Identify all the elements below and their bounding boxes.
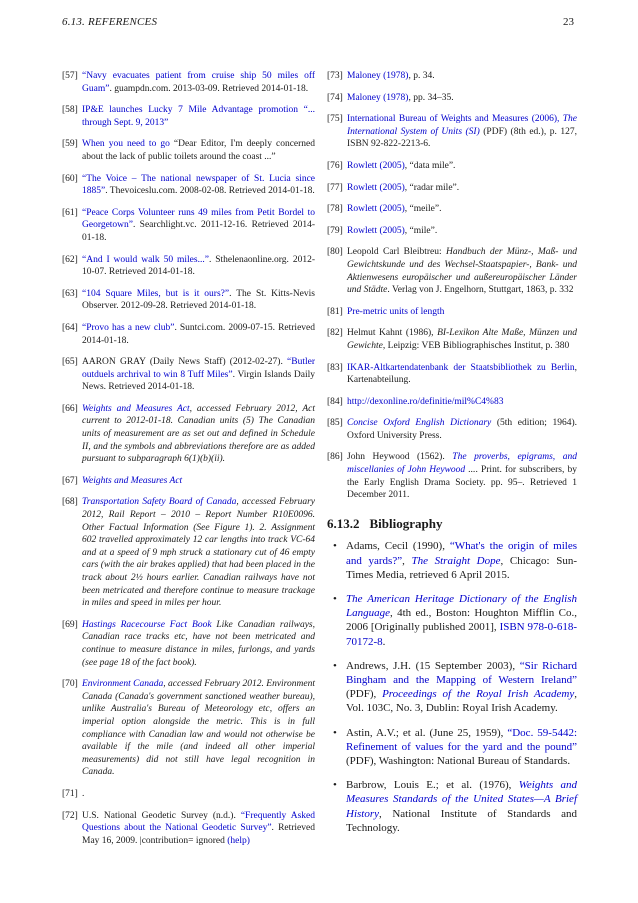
bullet-icon: • bbox=[333, 726, 337, 739]
reference-number: [77] bbox=[327, 182, 343, 193]
reference-number: [71] bbox=[62, 788, 78, 799]
reference-text: , Chicago: Sun-Times Media, retrieved 6 April 2015. bbox=[346, 554, 578, 581]
bibliography-heading-number: 6.13.2 bbox=[327, 515, 360, 531]
reference-number: [62] bbox=[62, 254, 78, 265]
reference-link[interactable]: IP&E launches Lucky 7 Mile Advantage promotion “... through Sept. 9, 2013” bbox=[82, 105, 315, 128]
reference-text: , National Institute of Standards and Technology. bbox=[346, 807, 577, 834]
bibliography-item bbox=[327, 539, 577, 582]
reference-link[interactable]: The Straight Dope bbox=[411, 554, 501, 567]
reference-entry bbox=[327, 327, 577, 352]
reference-text: Barbrow, Louis E.; et al. (1976), bbox=[346, 779, 519, 792]
bullet-icon: • bbox=[333, 593, 337, 606]
bibliography-list bbox=[327, 539, 577, 835]
reference-text: Adams, Cecil (1990), bbox=[346, 540, 450, 553]
reference-text: , “mile”. bbox=[404, 225, 438, 236]
reference-entry bbox=[327, 203, 577, 216]
reference-link[interactable]: Environment Canada bbox=[82, 679, 164, 690]
bullet-icon: • bbox=[333, 779, 337, 792]
reference-body bbox=[347, 92, 577, 105]
reference-number: [85] bbox=[327, 418, 343, 429]
reference-link[interactable]: Weights and Measures Standards of the United States—A Brief History bbox=[346, 779, 578, 820]
reference-text: , “meile”. bbox=[404, 204, 442, 215]
reference-text: , 4th ed., Boston: Houghton Mifflin Co., 2006 [Originally published 2001], bbox=[346, 607, 577, 634]
reference-link[interactable]: “And I would walk 50 miles...” bbox=[82, 254, 209, 265]
reference-link[interactable]: Hastings Racecourse Fact Book bbox=[82, 619, 212, 630]
reference-number: [65] bbox=[62, 357, 78, 368]
reference-entry bbox=[62, 322, 315, 347]
reference-link[interactable]: IKAR-Altkartendatenbank der Staatsbibliothek zu Berlin bbox=[347, 362, 575, 373]
reference-text: , accessed February 2012, Act current to 2012-01-18. Canadian units (5) The Canadian units of measurement are as set out and defined in Schedule II, and the symbols and abbreviations therefore are as added pursuant to subparagraph 6(1)(b)(ii). bbox=[82, 403, 315, 465]
reference-entry bbox=[327, 417, 577, 442]
reference-text: , Leipzig: VEB Bibliographisches Institut, p. 380 bbox=[382, 340, 570, 351]
reference-link[interactable]: “Peace Corps Volunteer runs 49 miles from Petit Bordel to Georgetown” bbox=[82, 207, 315, 231]
reference-link[interactable]: “104 Square Miles, but is it ours?” bbox=[82, 288, 230, 299]
reference-body bbox=[347, 396, 577, 409]
reference-number: [75] bbox=[327, 114, 343, 125]
reference-text: John Heywood (1562). bbox=[347, 452, 453, 463]
reference-body bbox=[347, 182, 577, 195]
reference-text: . Verlag von J. Engelhorn, Stuttgart, 1863, p. 332 bbox=[387, 285, 574, 296]
reference-entry bbox=[327, 225, 577, 238]
reference-link[interactable]: The International System of Units (SI) bbox=[347, 114, 577, 137]
reference-text: , Vol. 103C, No. 3, Dublin: Royal Irish Academy. bbox=[346, 688, 577, 715]
reference-entry bbox=[62, 810, 315, 848]
reference-entry bbox=[62, 496, 315, 609]
reference-entry bbox=[62, 619, 315, 669]
reference-entry bbox=[327, 182, 577, 195]
reference-link[interactable]: Proceedings of the Royal Irish Academy bbox=[382, 688, 575, 701]
reference-link[interactable]: When you need to go bbox=[82, 139, 170, 150]
reference-body bbox=[347, 160, 577, 173]
reference-entry bbox=[327, 160, 577, 173]
bibliography-item bbox=[327, 778, 577, 835]
reference-number: [67] bbox=[62, 475, 78, 486]
reference-entry bbox=[62, 104, 315, 129]
reference-number: [72] bbox=[62, 810, 78, 821]
reference-body bbox=[82, 678, 315, 779]
reference-number: [66] bbox=[62, 403, 78, 414]
reference-body bbox=[347, 203, 577, 216]
reference-entry bbox=[327, 246, 577, 296]
reference-entry bbox=[62, 254, 315, 279]
reference-entry bbox=[327, 92, 577, 105]
reference-entry bbox=[327, 306, 577, 319]
reference-text: (PDF), bbox=[346, 688, 383, 701]
reference-text: , “data mile”. bbox=[404, 160, 456, 171]
reference-text: Helmut Kahnt (1986), bbox=[347, 328, 438, 339]
reference-link[interactable]: Rowlett (2005) bbox=[347, 225, 405, 236]
reference-link[interactable]: “Navy evacuates patient from cruise ship 50 miles off Guam” bbox=[82, 71, 315, 94]
reference-text: . Retrieved May 16, 2009. |contribution= ignored bbox=[82, 823, 315, 846]
reference-entry bbox=[327, 70, 577, 83]
reference-body bbox=[82, 138, 315, 163]
reference-text: . guampdn.com. 2013-03-09. Retrieved 2014-01-18. bbox=[109, 83, 309, 94]
reference-text: , p. 34. bbox=[408, 71, 435, 81]
reference-body bbox=[347, 225, 577, 238]
reference-body bbox=[82, 475, 315, 488]
reference-link[interactable]: “Provo has a new club” bbox=[82, 322, 175, 333]
reference-entry bbox=[62, 678, 315, 779]
reference-text: Like Canadian railways, Canadian race tracks etc, have not been metricated and continue to measure distance in miles, furlongs, and yards (see page 18 of the fact book). bbox=[82, 619, 315, 668]
reference-entry bbox=[327, 396, 577, 409]
reference-text: , “radar mile”. bbox=[404, 182, 460, 193]
reference-text: (PDF) (8th ed.), p. 127, ISBN 92-822-2213-6. bbox=[347, 126, 577, 150]
reference-link[interactable]: “Butler outduels archrival to win 8 Tuff Miles” bbox=[82, 357, 315, 380]
reference-text: . bbox=[82, 788, 85, 799]
reference-text: , Kartenabteilung. bbox=[347, 362, 577, 386]
reference-link[interactable]: Maloney (1978) bbox=[347, 92, 409, 103]
reference-text: . Suntci.com. 2009-07-15. Retrieved 2014-01-18. bbox=[82, 322, 316, 346]
bullet-icon: • bbox=[333, 659, 337, 672]
reference-body bbox=[82, 810, 315, 848]
reference-entry bbox=[62, 788, 315, 801]
bibliography-item bbox=[327, 726, 577, 769]
reference-text: , accessed February 2012, Rail Report – 2010 – Report Number R10E0096. Other Factual Information (See Figure 1). 2. Assignment 602 travelled approximately 12 car lengths into track VC-64 and at a speed of 9 mph struck a stationary cut of 46 empty cars (with the air brakes applied) that had been placed in the track about 2½ hours earlier. Canadian railways have not been metricated and therefore continue to measure trackage in miles and speed in miles per hour. bbox=[82, 497, 315, 609]
reference-body bbox=[82, 70, 315, 95]
reference-body bbox=[347, 417, 577, 442]
reference-text: . Print. for subscribers, by the Early English Drama Society. pp. 95–. Retrieved 1 December 2011. bbox=[347, 465, 577, 501]
reference-text: U.S. National Geodetic Survey (n.d.). bbox=[82, 810, 241, 821]
reference-link[interactable]: Rowlett (2005) bbox=[347, 160, 405, 171]
bullet-icon: • bbox=[333, 540, 337, 553]
reference-body bbox=[82, 788, 315, 801]
reference-body bbox=[347, 451, 577, 501]
reference-link[interactable]: “Doc. 59-5442: Refinement of values for the yard and the pound” bbox=[346, 726, 577, 753]
reference-text: . Thevoiceslu.com. 2008-02-08. Retrieved 2014-01-18. bbox=[105, 186, 315, 197]
reference-number: [57] bbox=[62, 71, 78, 81]
reference-body bbox=[82, 403, 315, 466]
reference-text: . bbox=[382, 635, 386, 648]
bibliography-item bbox=[327, 659, 577, 716]
reference-number: [78] bbox=[327, 204, 343, 215]
reference-link[interactable]: Rowlett (2005) bbox=[347, 182, 405, 193]
reference-entry bbox=[327, 113, 577, 151]
reference-body bbox=[347, 113, 577, 151]
reference-link[interactable]: Maloney (1978) bbox=[347, 71, 409, 81]
reference-number: [82] bbox=[327, 328, 343, 339]
reference-link[interactable]: Weights and Measures Act bbox=[82, 403, 190, 414]
reference-text: (5th edition; 1964). Oxford University Press. bbox=[347, 418, 577, 441]
reference-number: [84] bbox=[327, 396, 343, 407]
reference-text: , accessed February 2012. Environment Canada (Canada's government sanctioned weather bureau), unlike Australia's Bureau of Meteorology etc, offers an imperial option alongside the metric. This is in full compliance with Canadian law and would not otherwise be available if the mile (and indeed all other imperial measurements) did not still have legal recognition in Canada. bbox=[82, 679, 315, 778]
reference-text: “Dear Editor, I'm deeply concerned about the lack of public toilets around the coast ...” bbox=[82, 139, 316, 162]
bibliography-heading-title: Bibliography bbox=[369, 515, 443, 531]
reference-number: [70] bbox=[62, 679, 78, 690]
reference-text: . The St. Kitts-Nevis Observer. 2012-09-28. Retrieved 2014-01-18. bbox=[82, 288, 315, 312]
reference-number: [83] bbox=[327, 362, 343, 373]
reference-number: [81] bbox=[327, 306, 343, 317]
reference-link[interactable]: http://dexonline.ro/definitie/mil%C4%83 bbox=[347, 396, 504, 407]
reference-text: (PDF), Washington: National Bureau of Standards. bbox=[346, 755, 571, 768]
reference-number: [80] bbox=[327, 247, 343, 258]
reference-list-right bbox=[327, 70, 577, 502]
reference-number: [63] bbox=[62, 288, 78, 299]
reference-text: Andrews, J.H. (15 September 2003), bbox=[346, 659, 520, 672]
left-column bbox=[62, 70, 315, 856]
reference-number: [61] bbox=[62, 207, 78, 218]
reference-entry bbox=[62, 207, 315, 245]
reference-link[interactable]: “Frequently Asked Questions about the National Geodetic Survey” bbox=[82, 810, 315, 834]
bibliography-heading bbox=[327, 515, 577, 531]
reference-link[interactable]: “What's the origin of miles and yards?” bbox=[346, 540, 577, 567]
reference-entry bbox=[62, 475, 315, 488]
reference-link[interactable]: ISBN 978-0-618-70172-8 bbox=[346, 621, 577, 648]
reference-text: . Virgin Islands Daily News. Retrieved 2014-01-18. bbox=[82, 369, 315, 393]
reference-body bbox=[82, 207, 315, 245]
page-number: 23 bbox=[563, 16, 574, 28]
reference-text: . Searchlight.vc. 2011-12-16. Retrieved 2014-01-18. bbox=[82, 220, 315, 243]
reference-number: [60] bbox=[62, 173, 78, 184]
reference-body bbox=[82, 619, 315, 669]
reference-link[interactable]: Weights and Measures Act bbox=[82, 475, 183, 486]
reference-link[interactable]: The proverbs, epigrams, and miscellanies of John Heywood bbox=[347, 452, 577, 476]
reference-text: Handbuch der Münz-, Maß- und Gewichtskunde und des Wechsel-Staatspapier-, Bank- und Aktienwesens europäischer und außereuropäischer Länder und Städte bbox=[347, 247, 577, 296]
reference-number: [76] bbox=[327, 160, 343, 171]
reference-body bbox=[82, 288, 315, 313]
reference-number: [74] bbox=[327, 92, 343, 103]
reference-number: [59] bbox=[62, 139, 78, 150]
reference-link[interactable]: Pre-metric units of length bbox=[347, 306, 445, 317]
bibliography-item bbox=[327, 592, 577, 649]
reference-entry bbox=[62, 173, 315, 198]
reference-number: [73] bbox=[327, 71, 343, 81]
reference-text: . Sthelenaonline.org. 2012-10-07. Retrieved 2014-01-18. bbox=[82, 254, 315, 278]
running-header-section: 6.13. REFERENCES bbox=[62, 16, 158, 28]
reference-text: ... bbox=[465, 465, 476, 476]
reference-entry bbox=[327, 362, 577, 387]
reference-number: [86] bbox=[327, 452, 343, 463]
reference-body bbox=[82, 496, 315, 609]
reference-text: AARON GRAY (Daily News Staff) (2012-02-27). bbox=[82, 357, 288, 368]
right-column bbox=[327, 70, 577, 845]
reference-body bbox=[347, 362, 577, 387]
reference-link[interactable]: The American Heritage Dictionary of the English Language bbox=[346, 593, 577, 620]
reference-text: BI-Lexikon Alte Maße, Münzen und Gewichte bbox=[347, 328, 577, 351]
reference-number: [58] bbox=[62, 105, 78, 116]
reference-entry bbox=[327, 451, 577, 501]
reference-number: [69] bbox=[62, 619, 78, 630]
reference-entry bbox=[62, 70, 315, 95]
reference-link[interactable]: Rowlett (2005) bbox=[347, 204, 405, 215]
reference-body bbox=[347, 246, 577, 296]
reference-text: , pp. 34–35. bbox=[408, 92, 454, 103]
reference-entry bbox=[62, 288, 315, 313]
reference-body bbox=[82, 104, 315, 129]
reference-body bbox=[82, 254, 315, 279]
reference-number: [68] bbox=[62, 497, 78, 508]
reference-body bbox=[347, 306, 577, 319]
reference-body bbox=[82, 322, 315, 347]
reference-entry bbox=[62, 356, 315, 394]
reference-text: Leopold Carl Bleibtreu: bbox=[347, 247, 446, 258]
reference-body bbox=[82, 173, 315, 198]
reference-number: [79] bbox=[327, 225, 343, 236]
reference-link[interactable]: International Bureau of Weights and Measures (2006), bbox=[347, 114, 563, 125]
reference-body bbox=[347, 70, 577, 83]
reference-link[interactable]: “The Voice – The national newspaper of St. Lucia since 1885” bbox=[82, 173, 315, 197]
reference-body bbox=[347, 327, 577, 352]
reference-link[interactable]: “Sir Richard Bingham and the Mapping of Western Ireland” bbox=[346, 659, 577, 687]
reference-entry bbox=[62, 138, 315, 163]
reference-link[interactable]: Transportation Safety Board of Canada bbox=[82, 497, 237, 508]
reference-text: , bbox=[402, 554, 412, 567]
reference-body bbox=[82, 356, 315, 394]
reference-number: [64] bbox=[62, 322, 78, 333]
reference-link[interactable]: (help) bbox=[227, 835, 250, 846]
reference-link[interactable]: Concise Oxford English Dictionary bbox=[347, 418, 492, 429]
reference-entry bbox=[62, 403, 315, 466]
reference-text: Astin, A.V.; et al. (June 25, 1959), bbox=[346, 726, 508, 739]
